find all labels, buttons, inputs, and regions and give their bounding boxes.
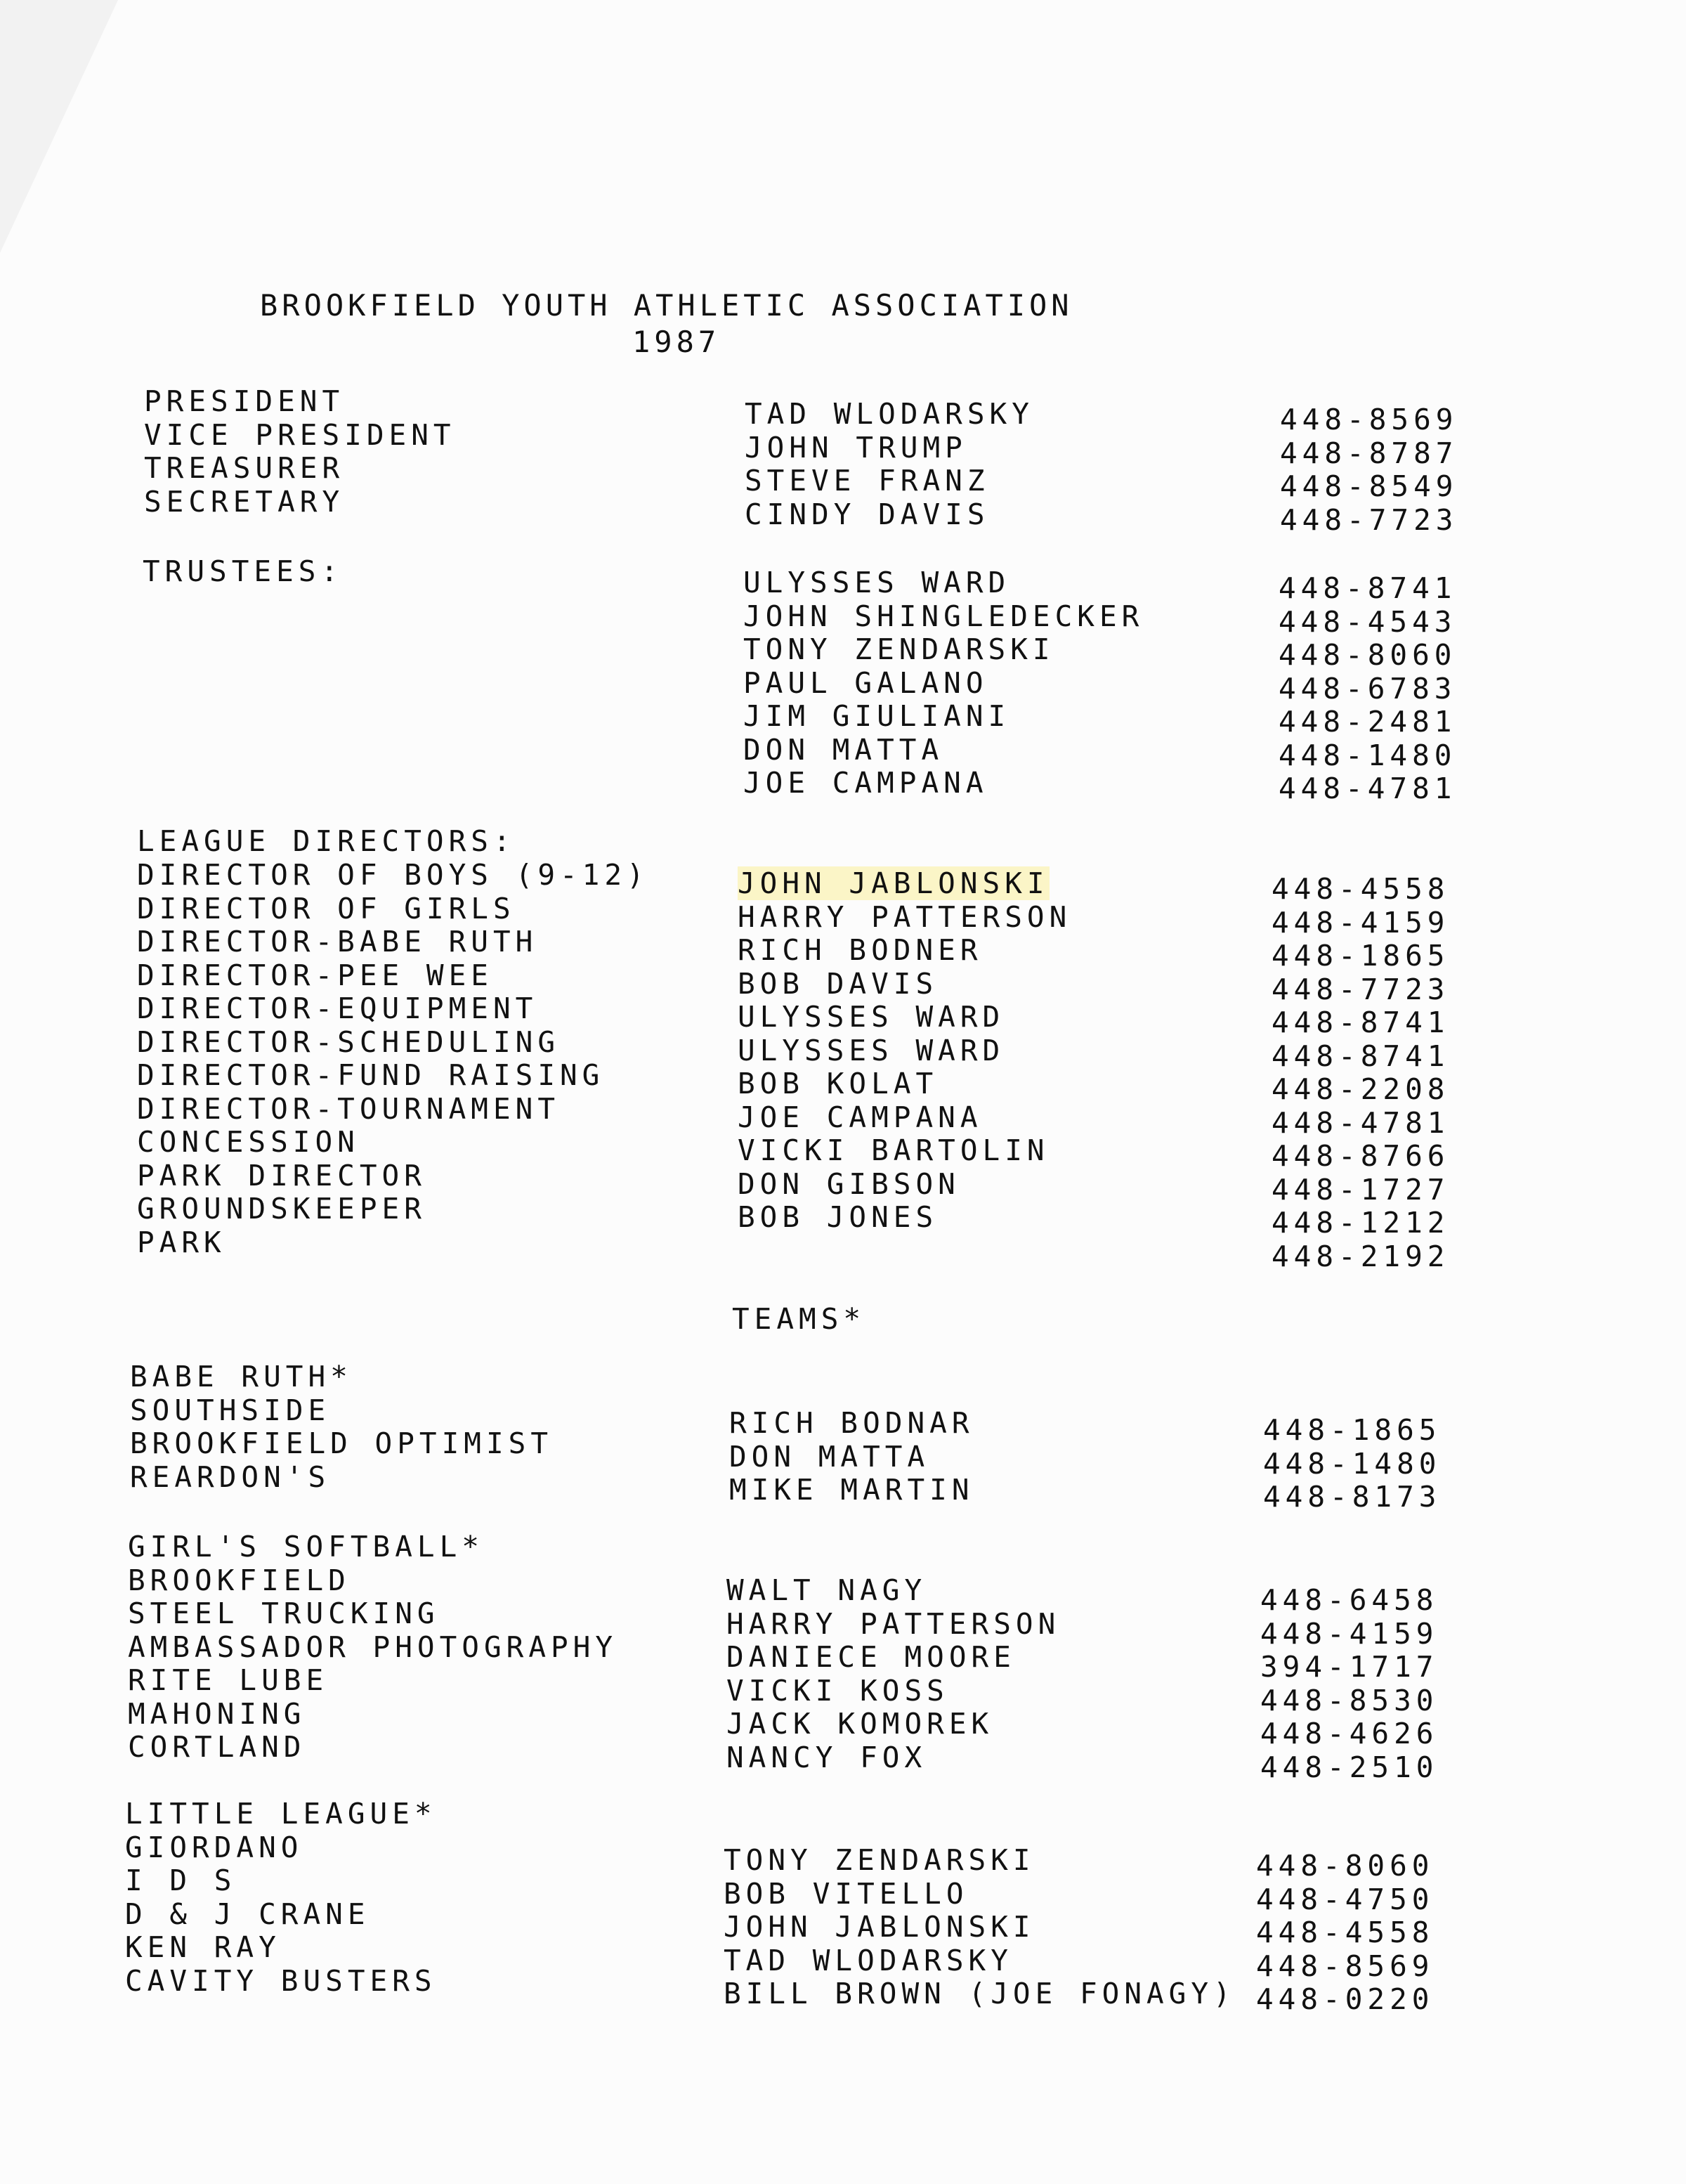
team-name: I D S xyxy=(125,1864,237,1897)
phone-number: 448-6783 xyxy=(1279,671,1457,706)
person-name: BOB KOLAT xyxy=(738,1067,939,1100)
role-label: PRESIDENT xyxy=(144,384,345,418)
director-names xyxy=(738,867,1071,1235)
team-name: GIORDANO xyxy=(125,1830,303,1864)
phone-number: 448-7723 xyxy=(1272,972,1450,1006)
role-label: TREASURER xyxy=(144,451,345,485)
person-name: TONY ZENDARSKI xyxy=(724,1843,1035,1877)
little-league-teams xyxy=(125,1798,437,1998)
role-label: PARK DIRECTOR xyxy=(137,1158,426,1192)
officer-names xyxy=(745,398,1034,531)
folded-corner xyxy=(0,0,118,253)
person-name: STEVE FRANZ xyxy=(745,464,990,498)
section-heading: GIRL'S SOFTBALL* xyxy=(128,1530,484,1564)
person-name: BOB JONES xyxy=(738,1200,939,1234)
phone-number: 448-1480 xyxy=(1263,1446,1442,1481)
phone-number: 448-2192 xyxy=(1272,1239,1450,1273)
role-label: DIRECTOR-EQUIPMENT xyxy=(137,992,538,1025)
team-name: CAVITY BUSTERS xyxy=(125,1963,437,1998)
phone-number: 448-4558 xyxy=(1272,872,1450,906)
phone-number: 448-4159 xyxy=(1260,1616,1439,1651)
person-name: ULYSSES WARD xyxy=(738,1033,1005,1067)
section-heading: BABE RUTH* xyxy=(130,1360,353,1393)
director-roles xyxy=(137,859,649,1259)
phone-number: 448-7723 xyxy=(1280,502,1458,537)
person-name: BILL BROWN (JOE FONAGY) xyxy=(724,1977,1236,2010)
person-name: TAD WLODARSKY xyxy=(745,397,1034,431)
softball-teams xyxy=(128,1530,617,1764)
phone-number: 448-4159 xyxy=(1272,905,1450,940)
phone-number: 448-1727 xyxy=(1272,1172,1450,1207)
phone-number: 448-8060 xyxy=(1279,638,1457,672)
role-label: DIRECTOR-PEE WEE xyxy=(137,958,493,992)
phone-number: 448-1865 xyxy=(1263,1413,1442,1447)
person-name: HARRY PATTERSON xyxy=(726,1606,1061,1641)
role-label: DIRECTOR-TOURNAMENT xyxy=(137,1091,560,1126)
team-name: CORTLAND xyxy=(128,1730,306,1764)
league-directors-heading: LEAGUE DIRECTORS: xyxy=(137,824,516,858)
section-heading: LITTLE LEAGUE* xyxy=(125,1797,437,1831)
person-name: DON GIBSON xyxy=(738,1166,960,1201)
role-label: GROUNDSKEEPER xyxy=(137,1192,426,1226)
person-name: JOHN JABLONSKI xyxy=(724,1910,1035,1944)
person-name: HARRY PATTERSON xyxy=(738,899,1072,934)
team-name: BROOKFIELD xyxy=(128,1563,351,1597)
trustee-phones xyxy=(1279,572,1456,806)
role-label: DIRECTOR OF BOYS (9-12) xyxy=(137,858,649,892)
trustee-names xyxy=(743,566,1144,800)
phone-number: 448-4543 xyxy=(1279,604,1457,639)
person-name: PAUL GALANO xyxy=(743,665,988,700)
person-name: JOE CAMPANA xyxy=(743,766,988,800)
phone-number: 448-1212 xyxy=(1272,1206,1450,1240)
babe-ruth-teams xyxy=(130,1360,553,1494)
role-label: CONCESSION xyxy=(137,1125,360,1159)
person-name: ULYSSES WARD xyxy=(743,566,1011,599)
babe-ruth-phones xyxy=(1263,1414,1441,1514)
phone-number: 448-1865 xyxy=(1272,939,1450,973)
phone-number: 448-8060 xyxy=(1256,1849,1435,1883)
document-title: BROOKFIELD YOUTH ATHLETIC ASSOCIATION xyxy=(260,288,1073,323)
person-name: RICH BODNER xyxy=(738,933,983,967)
person-name: JOHN JABLONSKI xyxy=(738,866,1050,900)
role-label: DIRECTOR-FUND RAISING xyxy=(137,1058,605,1092)
phone-number: 448-4558 xyxy=(1256,1916,1435,1949)
team-name: STEEL TRUCKING xyxy=(128,1597,440,1630)
team-name: MAHONING xyxy=(128,1696,306,1731)
person-name: JIM GIULIANI xyxy=(743,699,1011,733)
phone-number: 448-6458 xyxy=(1260,1583,1439,1617)
officer-roles xyxy=(144,385,456,519)
phone-number: 448-0220 xyxy=(1256,1982,1435,2016)
phone-number: 448-8173 xyxy=(1263,1480,1442,1514)
phone-number: 448-8569 xyxy=(1256,1949,1435,1983)
person-name: MIKE MARTIN xyxy=(729,1473,974,1507)
teams-heading: TEAMS* xyxy=(732,1302,866,1336)
officer-phones xyxy=(1280,403,1458,537)
phone-number: 448-4781 xyxy=(1272,1105,1450,1140)
team-name: KEN RAY xyxy=(125,1930,281,1964)
phone-number: 448-8569 xyxy=(1280,403,1458,436)
person-name: TONY ZENDARSKI xyxy=(743,632,1055,666)
phone-number: 448-8741 xyxy=(1272,1006,1450,1039)
phone-number: 448-8741 xyxy=(1279,571,1457,605)
phone-number: 448-2208 xyxy=(1272,1072,1450,1106)
person-name: VICKI KOSS xyxy=(726,1673,949,1708)
role-label: SECRETARY xyxy=(144,484,345,519)
document-year: 1987 xyxy=(632,325,721,359)
phone-number: 448-8530 xyxy=(1260,1683,1439,1717)
role-label: DIRECTOR OF GIRLS xyxy=(137,891,516,925)
team-name: RITE LUBE xyxy=(128,1663,329,1697)
team-name: BROOKFIELD OPTIMIST xyxy=(130,1426,553,1460)
phone-number: 448-8787 xyxy=(1280,436,1458,470)
team-name: REARDON'S xyxy=(130,1460,331,1494)
person-name: CINDY DAVIS xyxy=(745,497,990,531)
person-name: NANCY FOX xyxy=(726,1740,927,1774)
person-name: DON MATTA xyxy=(729,1439,930,1474)
person-name: BOB VITELLO xyxy=(724,1876,969,1911)
team-name: SOUTHSIDE xyxy=(130,1393,331,1427)
softball-coaches xyxy=(726,1574,1060,1774)
team-name: AMBASSADOR PHOTOGRAPHY xyxy=(128,1630,618,1664)
phone-number: 448-2481 xyxy=(1279,705,1457,739)
phone-number: 394-1717 xyxy=(1260,1650,1439,1684)
person-name: JOHN SHINGLEDECKER xyxy=(743,599,1144,633)
team-name: D & J CRANE xyxy=(125,1897,370,1931)
phone-number: 448-1480 xyxy=(1279,738,1457,772)
trustees-heading: TRUSTEES: xyxy=(143,554,344,588)
softball-phones xyxy=(1260,1584,1438,1784)
phone-number: 448-4750 xyxy=(1256,1882,1435,1916)
phone-number: 448-8766 xyxy=(1272,1139,1450,1173)
little-league-coaches xyxy=(724,1844,1236,2011)
phone-number: 448-4626 xyxy=(1260,1717,1439,1750)
person-name: DON MATTA xyxy=(743,732,944,767)
person-name: VICKI BARTOLIN xyxy=(738,1133,1050,1167)
person-name: WALT NAGY xyxy=(726,1573,927,1607)
person-name: TAD WLODARSKY xyxy=(724,1943,1013,1977)
role-label: DIRECTOR-BABE RUTH xyxy=(137,925,538,958)
babe-ruth-coaches xyxy=(729,1407,974,1507)
phone-number: 448-4781 xyxy=(1279,772,1457,805)
role-label: VICE PRESIDENT xyxy=(144,417,456,452)
person-name: RICH BODNAR xyxy=(729,1406,974,1440)
director-phones xyxy=(1272,873,1449,1273)
person-name: BOB DAVIS xyxy=(738,966,939,1001)
person-name: JACK KOMOREK xyxy=(726,1707,994,1741)
person-name: ULYSSES WARD xyxy=(738,1000,1005,1034)
person-name: JOE CAMPANA xyxy=(738,1100,983,1134)
phone-number: 448-8549 xyxy=(1280,469,1458,503)
role-label: PARK xyxy=(137,1225,226,1259)
phone-number: 448-8741 xyxy=(1272,1039,1450,1073)
person-name: DANIECE MOORE xyxy=(726,1640,1016,1674)
role-label: DIRECTOR-SCHEDULING xyxy=(137,1025,560,1059)
person-name: JOHN TRUMP xyxy=(745,430,967,464)
little-league-phones xyxy=(1256,1850,1434,2017)
phone-number: 448-2510 xyxy=(1260,1750,1439,1784)
